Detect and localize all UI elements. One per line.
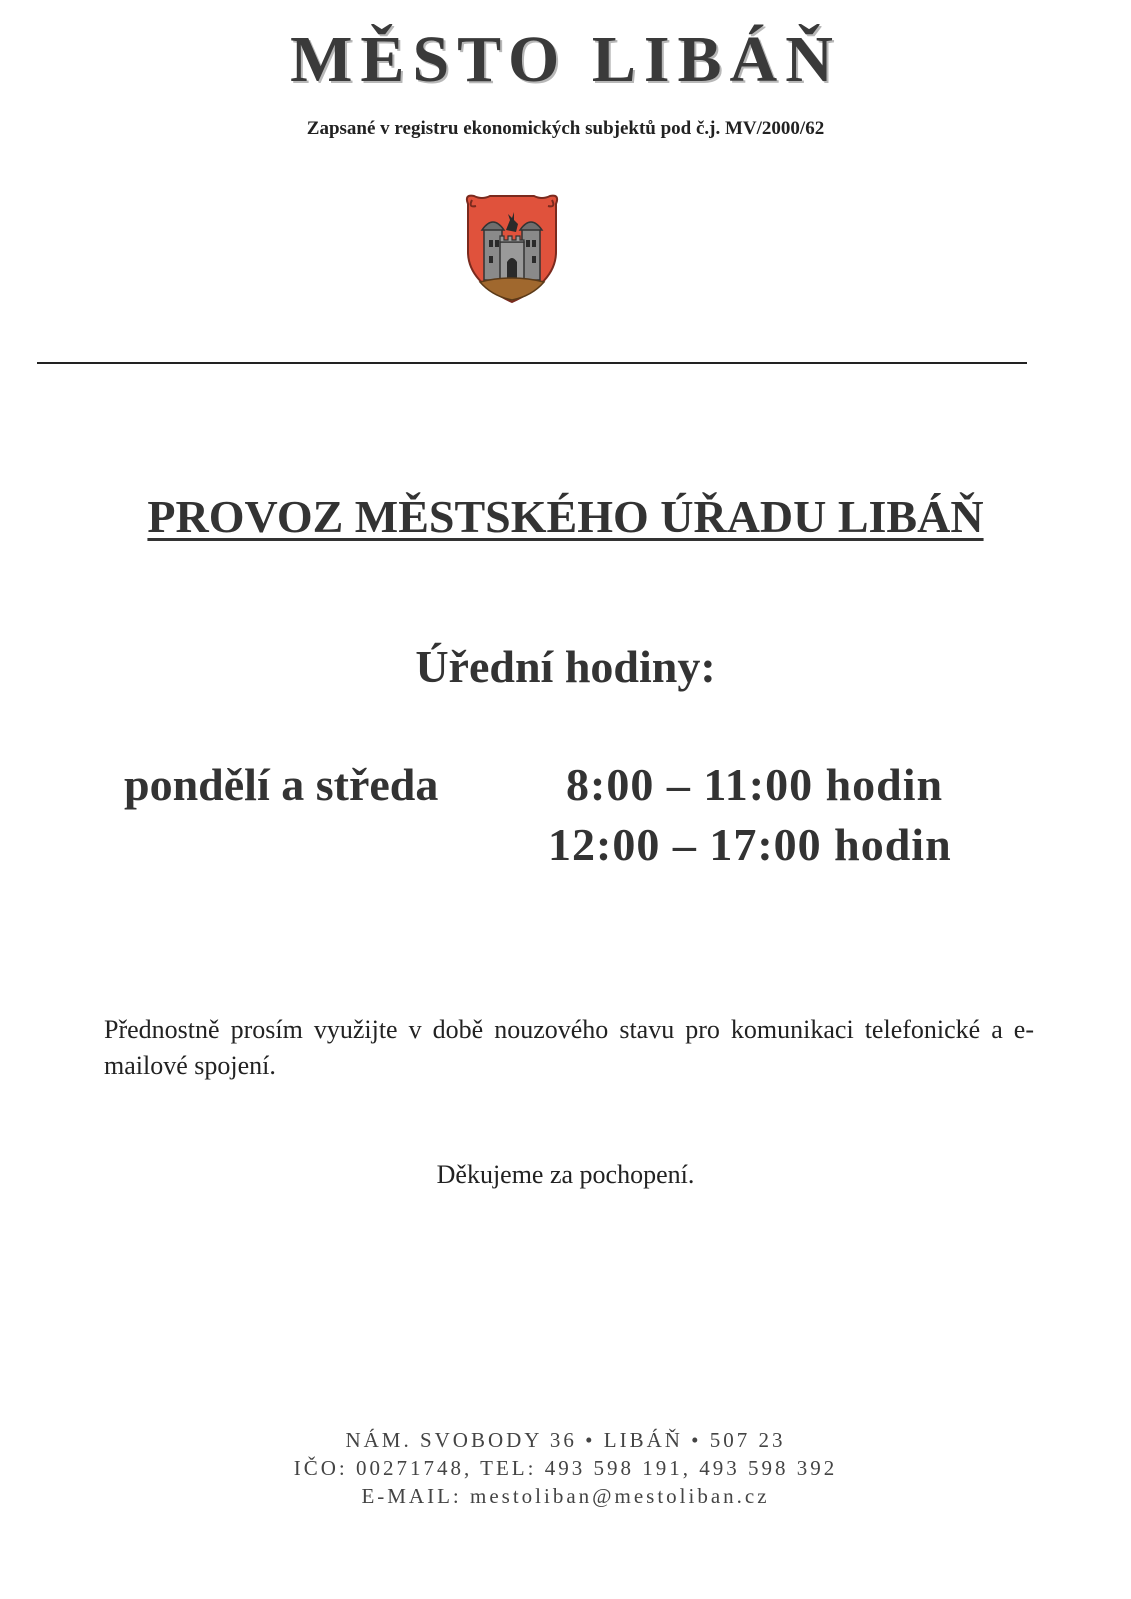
- footer-contact: [0, 1426, 1131, 1510]
- office-days: pondělí a středa: [124, 759, 439, 810]
- time-range-afternoon: 12:00 – 17:00 hodin: [548, 819, 952, 870]
- footer-ids-phone: IČO: 00271748, TEL: 493 598 191, 493 598 392: [293, 1456, 838, 1480]
- coat-of-arms-icon: [462, 190, 562, 308]
- notice-title: [0, 490, 1131, 543]
- footer-email: E-MAIL: mestoliban@mestoliban.cz: [361, 1484, 770, 1508]
- town-title: MĚSTO LIBÁŇ: [290, 23, 841, 96]
- notice-body: Přednostně prosím využijte v době nouzového stavu pro komunikaci telefonické a e-mailové spojení.: [104, 1015, 1034, 1080]
- office-hours-heading: Úřední hodiny:: [415, 641, 716, 692]
- notice-title-text: PROVOZ MĚSTSKÉHO ÚŘADU LIBÁŇ: [147, 491, 984, 542]
- registry-note: Zapsané v registru ekonomických subjektů pod č.j. MV/2000/62: [306, 118, 825, 139]
- time-range-morning: 8:00 – 11:00 hodin: [566, 759, 944, 810]
- header-divider: [37, 362, 1027, 364]
- thanks-line: Děkujeme za pochopení.: [436, 1160, 695, 1189]
- footer-address: NÁM. SVOBODY 36 • LIBÁŇ • 507 23: [345, 1428, 786, 1452]
